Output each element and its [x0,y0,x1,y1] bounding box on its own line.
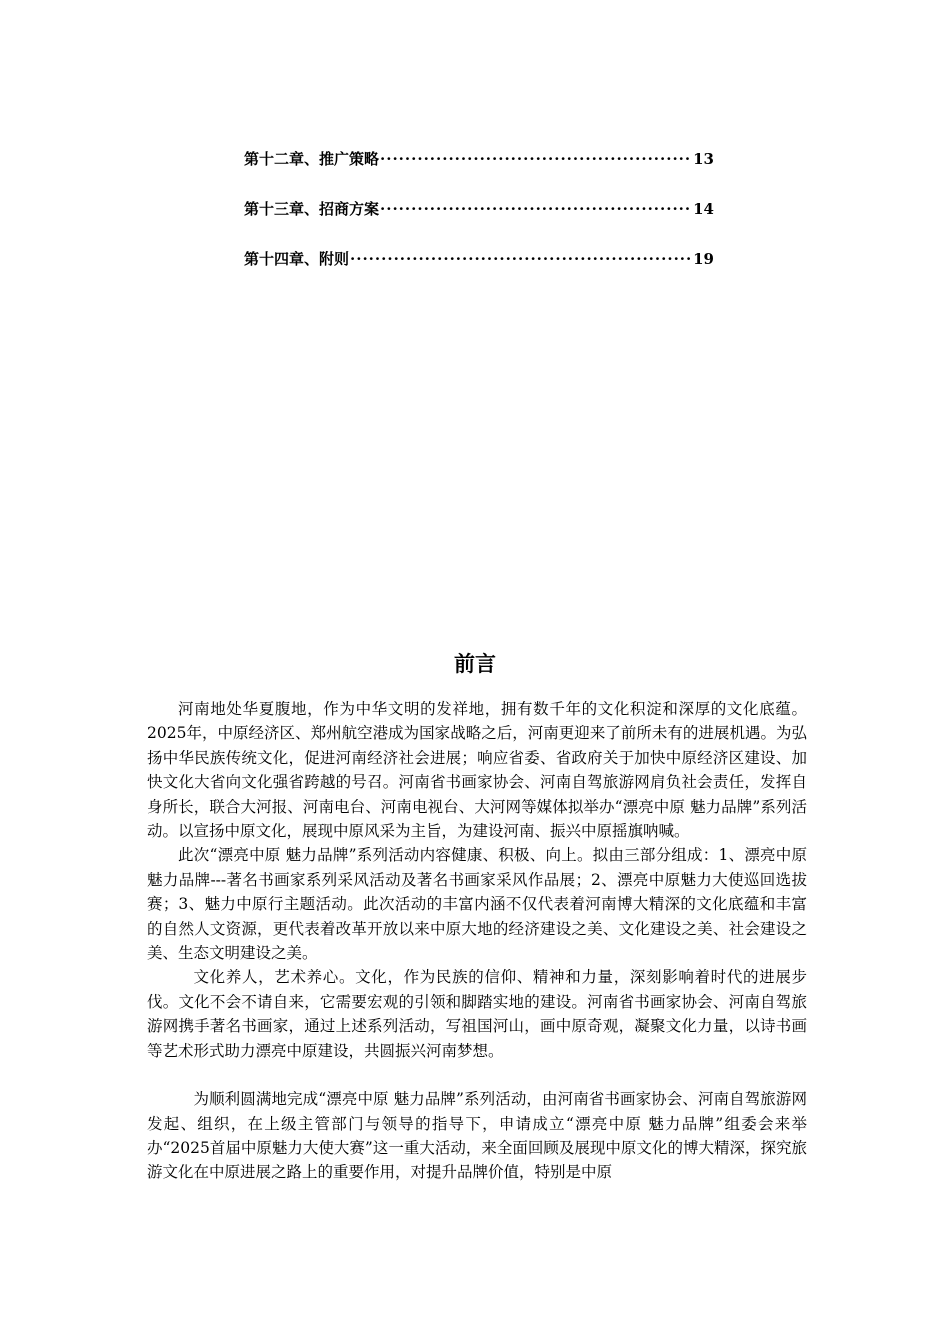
toc-dot-leader [350,250,692,268]
toc-dot-leader [380,200,692,218]
toc-entry-page: 13 [693,150,714,168]
toc-entry-page: 14 [693,200,714,218]
toc-entry-title: 第十三章、招商方案 [244,200,380,218]
toc-entry[interactable] [244,148,714,174]
toc-entry-title: 第十二章、推广策略 [244,150,380,168]
toc-entry-page: 19 [693,250,714,268]
toc-entry[interactable] [244,198,714,224]
preface-paragraph: 文化养人，艺术养心。文化，作为民族的信仰、精神和力量，深刻影响着时代的进展步伐。文化不会不请自来，它需要宏观的引领和脚踏实地的建设。河南省书画家协会、河南自驾旅游网携手著名书画家，通过上述系列活动，写祖国河山，画中原奇观，凝聚文化力量，以诗书画等艺术形式助力漂亮中原建设，共圆振兴河南梦想。 [147,968,807,1060]
toc-entry-title: 第十四章、附则 [244,250,350,268]
preface-body [147,697,807,1185]
toc-entry[interactable] [244,248,714,274]
preface-paragraph: 河南地处华夏腹地，作为中华文明的发祥地，拥有数千年的文化积淀和深厚的文化底蕴。2025年，中原经济区、郑州航空港成为国家战略之后，河南更迎来了前所未有的进展机遇。为弘扬中华民族传统文化，促进河南经济社会进展；响应省委、省政府关于加快中原经济区建设、加快文化大省向文化强省跨越的号召。河南省书画家协会、河南自驾旅游网肩负社会责任，发挥自身所长，联合大河报、河南电台、河南电视台、大河网等媒体拟举办“漂亮中原 魅力品牌”系列活动。以宣扬中原文化，展现中原风采为主旨，为建设河南、振兴中原摇旗呐喊。 [147,700,807,841]
table-of-contents [244,148,714,298]
toc-dot-leader [380,150,692,168]
preface-paragraph: 为顺利圆满地完成“漂亮中原 魅力品牌”系列活动，由河南省书画家协会、河南自驾旅游网发起、组织，在上级主管部门与领导的指导下，申请成立“漂亮中原 魅力品牌”组委会来举办“2025首届中原魅力大使大赛”这一重大活动，来全面回顾及展现中原文化的博大精深，探究旅游文化在中原进展之路上的重要作用，对提升品牌价值，特别是中原 [147,1090,807,1182]
preface-heading: 前言 [454,651,496,676]
preface-paragraph: 此次“漂亮中原 魅力品牌”系列活动内容健康、积极、向上。拟由三部分组成：1、漂亮中原 魅力品牌---著名书画家系列采风活动及著名书画家采风作品展；2、漂亮中原魅力大使巡回选拔赛；3、魅力中原行主题活动。此次活动的丰富内涵不仅代表着河南博大精深的文化底蕴和丰富的自然人文资源，更代表着改革开放以来中原大地的经济建设之美、文化建设之美、社会建设之美、生态文明建设之美。 [147,846,807,963]
